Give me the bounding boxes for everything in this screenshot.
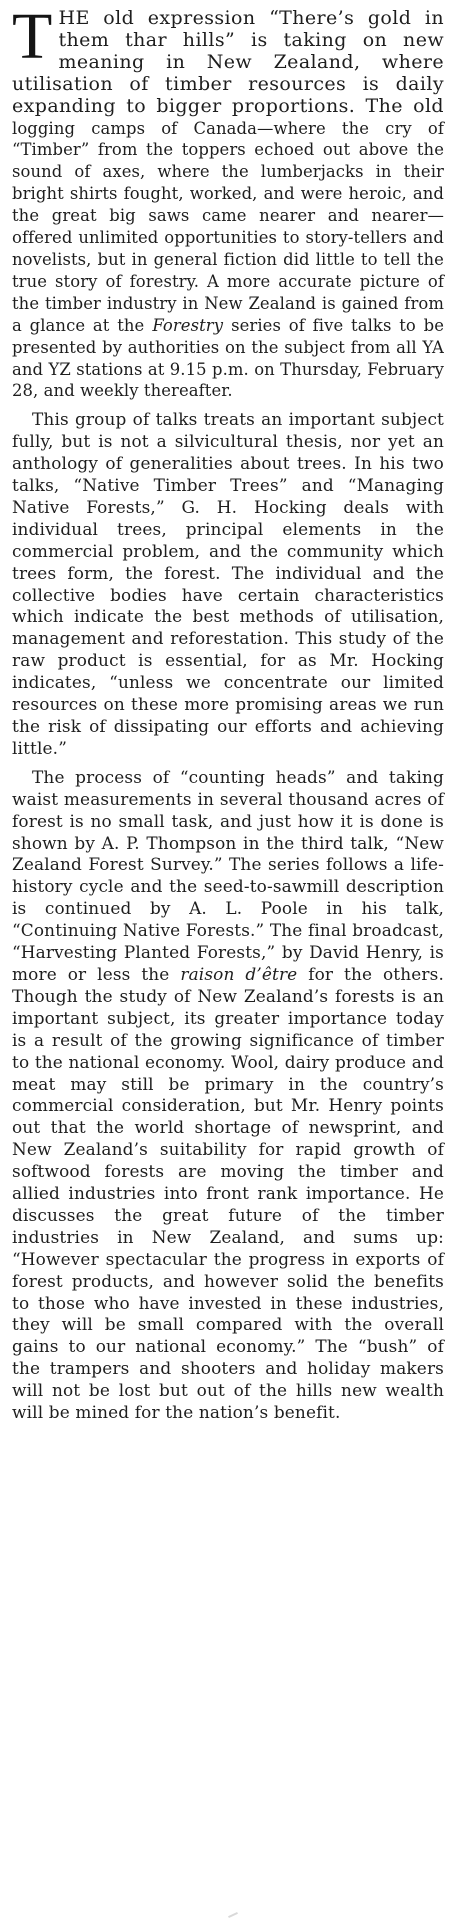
paragraph-hocking-talks: This group of talks treats an important subject fully, but is not a silvicultural thesis, nor yet an anthology of generalities about trees. In his two talks, “Native Timber Trees” and “Managing Native Forests,” G. H. Hocking deals with individual trees, principal elements in the commercial problem, and the community which trees form, the forest. The individual and the collective bodies have certain characteristics which indicate the best methods of utilisation, management and reforestation. This study of the raw product is essential, for as Mr. Hocking indicates, “unless we concentrate our limited resources on these more promising areas we run the risk of dissipating our efforts and achieving little.”: [12, 409, 444, 758]
survey-body-b: for the others. Though the study of New Zealand’s forests is an important subject, its greater importance today is a result of the growing significance of timber to the national economy. Wool, dairy produce and meat may still be primary in the country’s commercial consideration, but Mr. Henry points out that the world shortage of newsprint, and New Zealand’s suitability for rapid growth of softwood forests are moving the timber and allied industries into front rank importance. He discusses the great future of the timber industries in New Zealand, and sums up: “However spectacular the progress in exports of forest products, and however solid the benefits to those who have invested in these industries, they will be small compared with the overall gains to our national economy.” The “bush” of the trampers and shooters and holiday makers will not be lost but out of the hills new wealth will be mined for the nation’s benefit.: [12, 963, 444, 1423]
intro-body-b: series of five talks to be presented by authorities on the subject from all YA and YZ stations at 9.15 p.m. on Thursday, February 28, and weekly thereafter.: [12, 315, 445, 401]
intro-body-a: logging camps of Canada—where the cry of “Timber” from the toppers echoed out above the sound of axes, where the lumberjacks in their bright shirts fought, worked, and were heroic, and the great big saws came nearer and nearer—offered unlimited opportunities to story-tellers and novelists, but in general fiction did little to tell the true story of forestry. A more accurate picture of the timber industry in New Zealand is gained from a glance at the: [12, 118, 444, 335]
paragraph-survey-and-harvest: [12, 767, 444, 1424]
raison-detre-phrase: raison d’être: [180, 963, 298, 984]
drop-cap: T: [12, 0, 53, 73]
series-name: Forestry: [152, 315, 224, 335]
article-column: [12, 0, 445, 1918]
intro-lead-in: HE old expression “There’s gold in them thar hills” is taking on new meaning in New Zealand, where utilisation of timber resources is daily expanding to bigger proportions. The old: [12, 7, 444, 117]
survey-body-a: The process of “counting heads” and taking waist measurements in several thousand acres of forest is no small task, and just how it is done is shown by A. P. Thompson in the third talk, “New Zealand Forest Survey.” The series follows a life-history cycle and the seed-to-sawmill description is continued by A. L. Poole in his talk, “Continuing Native Forests.” The final broadcast, “Harvesting Planted Forests,” by David Henry, is more or less the: [12, 766, 445, 984]
paragraph-intro: [12, 0, 445, 402]
